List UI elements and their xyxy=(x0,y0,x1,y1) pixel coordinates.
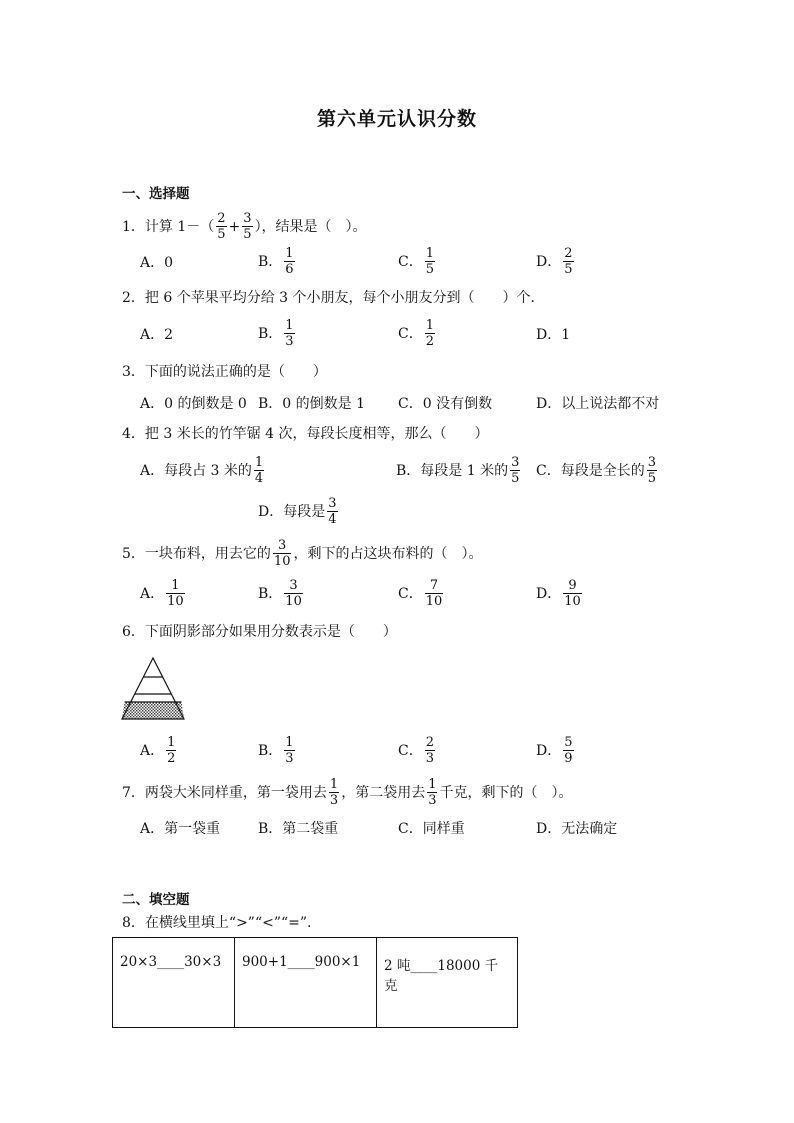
question-4: 4．把 3 米长的竹竿锯 4 次，每段长度相等，那么（ ） xyxy=(122,426,489,442)
q5-option-c[interactable]: C． $\frac{7}{10}$ xyxy=(398,578,443,609)
q4-option-a[interactable]: A．每段占 3 米的 $\frac{1}{4}$ xyxy=(140,455,264,486)
section-heading-choice: 一、选择题 xyxy=(122,186,190,202)
question-8: 8．在横线里填上“>”“<”“=”. xyxy=(122,915,312,931)
question-7-fraction-1: $\frac{1}{3}$ xyxy=(329,777,339,808)
table-row xyxy=(113,938,518,1028)
q1-option-b[interactable]: B． $\frac{1}{6}$ xyxy=(258,246,294,277)
q1-option-d[interactable]: D． $\frac{2}{5}$ xyxy=(536,246,573,277)
section-heading-fill: 二、填空题 xyxy=(122,892,190,908)
q3-option-b[interactable]: B．0 的倒数是 1 xyxy=(258,396,366,412)
q7-option-c[interactable]: C．同样重 xyxy=(398,821,465,837)
question-7-fraction-2: $\frac{1}{3}$ xyxy=(428,777,437,808)
q5-option-a[interactable]: A． $\frac{1}{10}$ xyxy=(140,578,184,609)
comparison-cell-1[interactable]: 20×3____30×3 xyxy=(113,938,235,1028)
question-1-fraction-1: $\frac{2}{5}$ xyxy=(217,211,226,242)
q2-option-c[interactable]: C． $\frac{1}{2}$ xyxy=(398,318,434,349)
q4-option-b[interactable]: B．每段是 1 米的 $\frac{3}{5}$ xyxy=(396,455,520,486)
question-1 xyxy=(122,211,367,242)
question-7: 7．两袋大米同样重，第一袋用去 $\frac{1}{3}$ ，第二袋用去 $\frac{1}{3}$ 千克，剩下的（ ）。 xyxy=(122,777,573,808)
q3-option-c[interactable]: C．0 没有倒数 xyxy=(398,396,493,412)
q6-option-a[interactable]: A． $\frac{1}{2}$ xyxy=(140,735,176,766)
q7-option-a[interactable]: A．第一袋重 xyxy=(140,821,221,837)
q7-option-b[interactable]: B．第二袋重 xyxy=(258,821,339,837)
question-5-fraction: $\frac{3}{10}$ xyxy=(273,538,291,569)
q7-option-d[interactable]: D．无法确定 xyxy=(536,821,618,837)
q6-option-c[interactable]: C． $\frac{2}{3}$ xyxy=(398,735,434,766)
question-3: 3．下面的说法正确的是（ ） xyxy=(122,364,327,380)
q2-option-d[interactable]: D．1 xyxy=(536,327,571,343)
shaded-region xyxy=(122,702,184,719)
question-1-suffix: ），结果是（ ）。 xyxy=(254,218,367,235)
shaded-triangle-figure xyxy=(121,656,185,722)
page-title: 第六单元认识分数 xyxy=(316,108,477,130)
q3-option-a[interactable]: A．0 的倒数是 0 xyxy=(140,396,247,412)
comparison-table xyxy=(112,937,518,1028)
question-1-prefix: 1．计算 1－（ xyxy=(122,218,215,235)
q5-option-d[interactable]: D． $\frac{9}{10}$ xyxy=(536,578,581,609)
question-2: 2．把 6 个苹果平均分给 3 个小朋友，每个小朋友分到（ ）个． xyxy=(122,290,545,306)
q3-option-d[interactable]: D．以上说法都不对 xyxy=(536,396,660,412)
q1-option-a[interactable]: A．0 xyxy=(140,255,174,271)
comparison-cell-2[interactable]: 900+1____900×1 xyxy=(235,938,377,1028)
plus-sign: + xyxy=(228,218,241,235)
q2-option-a[interactable]: A．2 xyxy=(140,327,174,343)
q4-option-c[interactable]: C．每段是全长的 $\frac{3}{5}$ xyxy=(536,455,656,486)
question-6: 6．下面阴影部分如果用分数表示是（ ） xyxy=(122,624,397,640)
q5-option-b[interactable]: B． $\frac{3}{10}$ xyxy=(258,578,302,609)
q6-option-b[interactable]: B． $\frac{1}{3}$ xyxy=(258,735,294,766)
q4-option-d[interactable]: D．每段是 $\frac{3}{4}$ xyxy=(258,496,337,527)
q6-option-d[interactable]: D． $\frac{5}{9}$ xyxy=(536,735,573,766)
question-1-fraction-2: $\frac{3}{5}$ xyxy=(243,211,252,242)
comparison-cell-3[interactable]: 2 吨____18000 千克 xyxy=(377,938,518,1028)
question-5: 5．一块布料，用去它的 $\frac{3}{10}$ ，剩下的占这块布料的（ ）。 xyxy=(122,538,483,569)
q2-option-b[interactable]: B． $\frac{1}{3}$ xyxy=(258,318,294,349)
q1-option-c[interactable]: C． $\frac{1}{5}$ xyxy=(398,246,434,277)
